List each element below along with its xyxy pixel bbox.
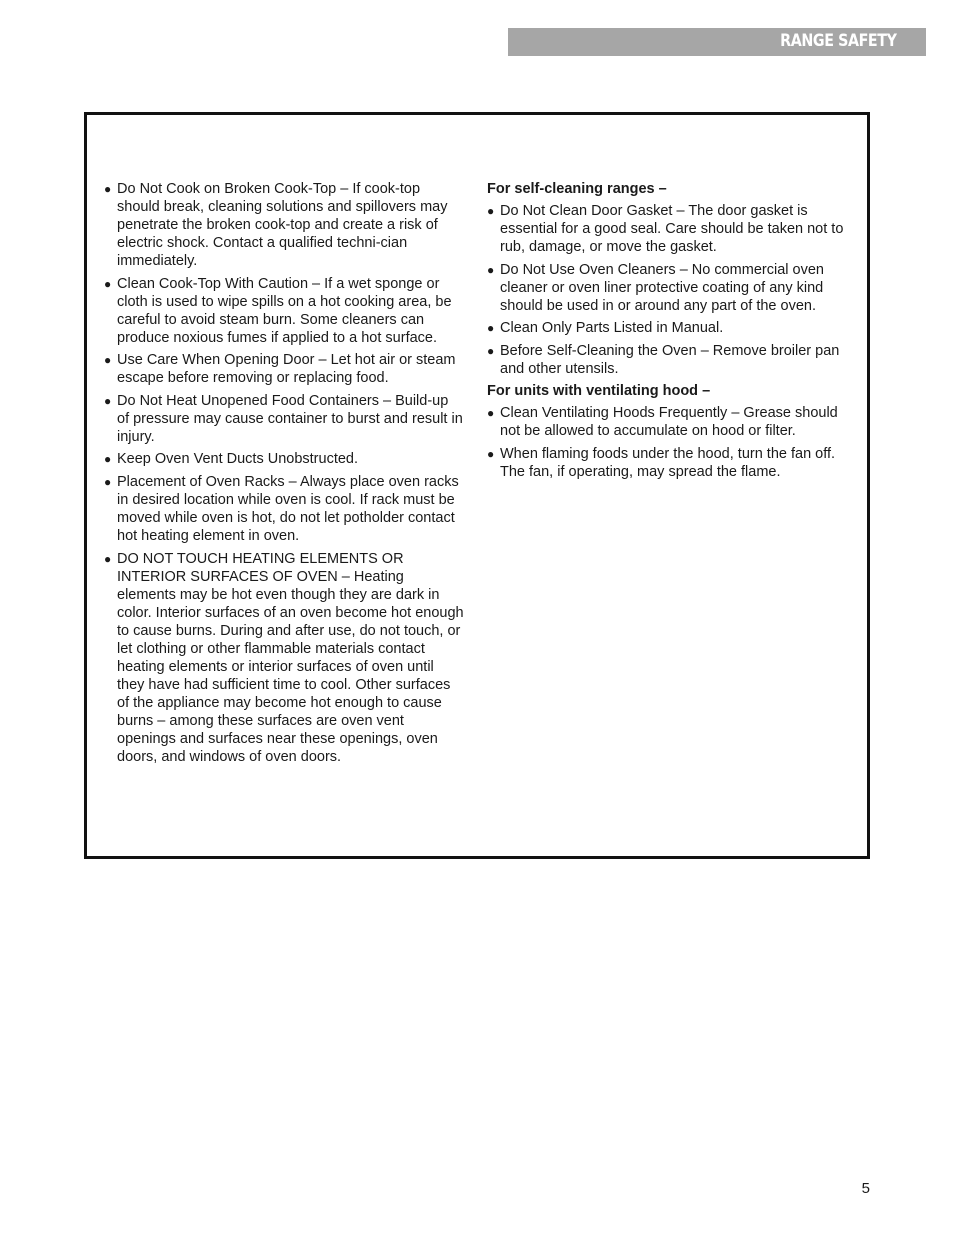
self-cleaning-heading: For self-cleaning ranges – xyxy=(487,181,667,197)
item-text: Use Care When Opening Door – Let hot air or steam escape before removing or replacing food. xyxy=(117,352,456,387)
bullet-icon: ● xyxy=(104,353,112,368)
left-column xyxy=(104,180,464,770)
list-item xyxy=(487,319,859,337)
item-text: Placement of Oven Racks – Always place oven racks in desired location while oven is cool. If rack must be moved while oven is hot, do not let potholder contact hot heating element in oven. xyxy=(117,473,459,544)
section-header-bar xyxy=(508,28,926,56)
bullet-icon: ● xyxy=(104,276,112,291)
list-item xyxy=(487,261,859,315)
list-item xyxy=(487,445,859,481)
bullet-icon: ● xyxy=(104,182,112,196)
bullet-icon: ● xyxy=(104,393,112,408)
item-text: Keep Oven Vent Ducts Unobstructed. xyxy=(117,451,358,468)
item-text: Clean Only Parts Listed in Manual. xyxy=(500,320,724,337)
ventilating-hood-heading: For units with ventilating hood – xyxy=(487,383,711,400)
self-cleaning-list xyxy=(487,202,859,378)
item-text: Do Not Heat Unopened Food Containers – Build-up of pressure may cause container to burst and result in injury. xyxy=(117,392,463,445)
item-text: DO NOT TOUCH HEATING ELEMENTS OR INTERIOR SURFACES OF OVEN – Heating elements may be hot even though they are dark in color. Interior surfaces of an oven become hot enough to cause burns. During and after use, do not touch, or let clothing or other flammable materials contact heating elements or interior surfaces of oven until they have had sufficient time to cool. Other surfaces of the appliance may become hot enough to cause burns – among these surfaces are oven vent openings and surfaces near these openings, oven doors, and windows of oven doors. xyxy=(117,550,464,765)
bullet-icon: ● xyxy=(487,406,495,421)
item-text: Clean Ventilating Hoods Frequently – Grease should not be allowed to accumulate on hood or filter. xyxy=(500,405,838,440)
item-text: Clean Cook-Top With Caution – If a wet sponge or cloth is used to wipe spills on a hot cooking area, be careful to avoid steam burn. Some cleaners can produce noxious fumes if applied to a hot surface. xyxy=(117,275,452,346)
list-item xyxy=(487,342,859,378)
bullet-icon: ● xyxy=(487,321,495,336)
item-text: Do Not Use Oven Cleaners – No commercial oven cleaner or oven liner protective coating of any kind should be used in or around any part of the oven. xyxy=(500,261,824,314)
page-number: 5 xyxy=(861,1180,870,1197)
right-column xyxy=(487,180,859,486)
item-text: Before Self-Cleaning the Oven – Remove broiler pan and other utensils. xyxy=(500,342,840,377)
list-item xyxy=(104,450,464,468)
list-item xyxy=(104,275,464,347)
bullet-icon: ● xyxy=(104,452,112,467)
bullet-icon: ● xyxy=(487,343,495,358)
item-text: Do Not Cook on Broken Cook-Top – If cook-top should break, cleaning solutions and spillovers may penetrate the broken cook-top and create a risk of electric shock. Contact a qualified techni-cian immediately. xyxy=(117,181,448,269)
list-item xyxy=(487,202,859,256)
left-safety-list xyxy=(104,180,464,766)
section-title: RANGE SAFETY xyxy=(779,31,896,51)
item-text: When flaming foods under the hood, turn the fan off. The fan, if operating, may spread the flame. xyxy=(500,445,836,480)
bullet-icon: ● xyxy=(487,446,495,461)
ventilating-hood-list xyxy=(487,404,859,481)
bullet-icon: ● xyxy=(487,262,495,277)
bullet-icon: ● xyxy=(104,551,112,566)
bullet-icon: ● xyxy=(487,204,495,218)
list-item xyxy=(104,351,464,387)
list-item xyxy=(487,404,859,440)
bullet-icon: ● xyxy=(104,474,112,489)
list-item xyxy=(104,180,464,270)
item-text: Do Not Clean Door Gasket – The door gasket is essential for a good seal. Care should be taken not to rub, damage, or move the gasket. xyxy=(500,203,844,255)
list-item xyxy=(104,550,464,766)
list-item xyxy=(104,392,464,446)
list-item xyxy=(104,473,464,545)
